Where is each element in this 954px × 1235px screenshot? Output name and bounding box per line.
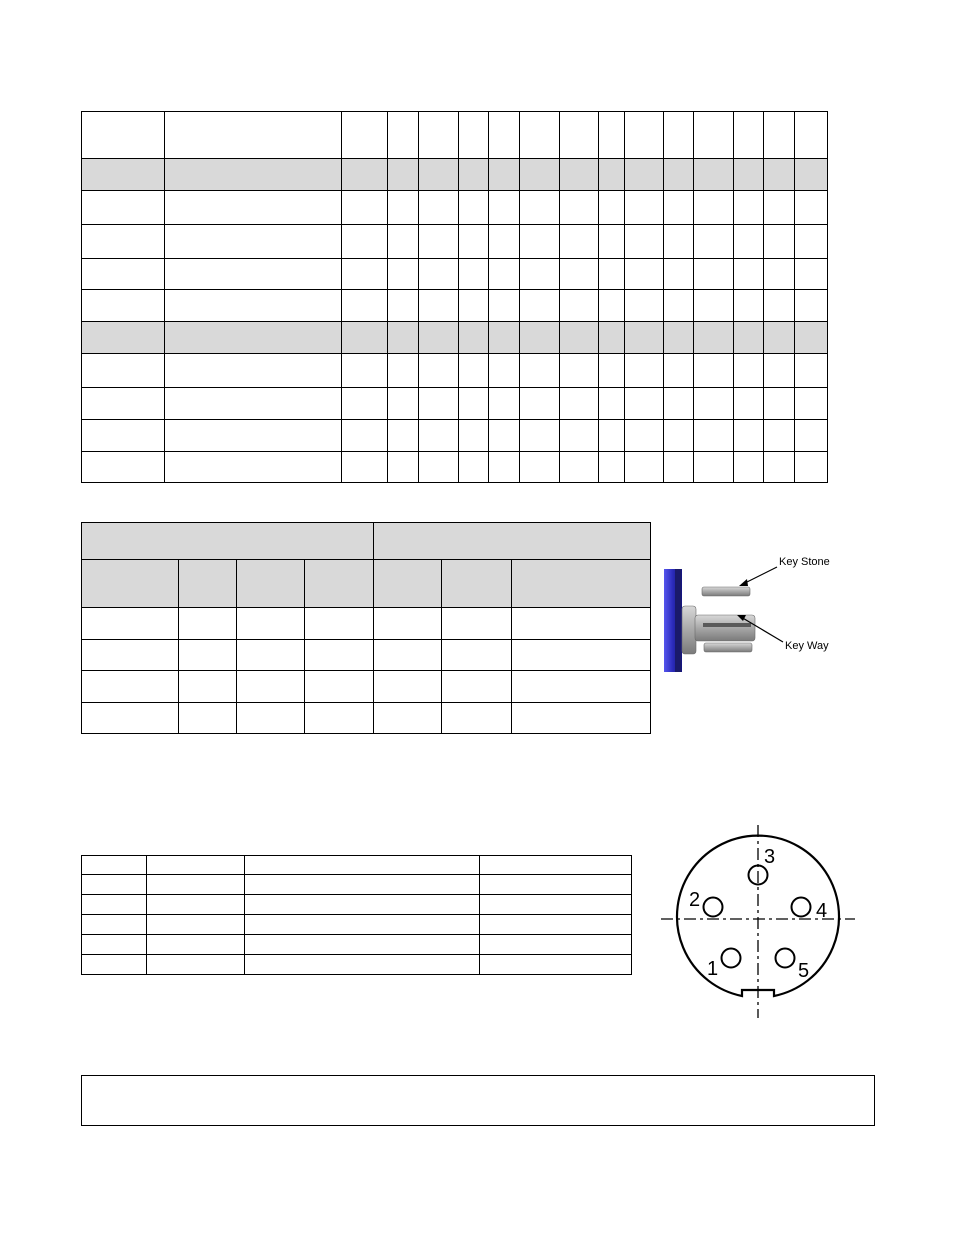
table-group-header-row <box>82 523 651 560</box>
table-row <box>82 703 651 734</box>
label-key-way: Key Way <box>785 640 829 652</box>
pin-hole-2 <box>704 898 723 917</box>
pin-label-2: 2 <box>689 889 701 911</box>
table-header-row <box>82 856 632 875</box>
table-row <box>82 895 632 915</box>
spec-table-middle <box>81 522 651 734</box>
table-row <box>82 875 632 895</box>
note-box <box>81 1075 875 1126</box>
pin-hole-5 <box>776 949 795 968</box>
label-key-stone: Key Stone <box>779 556 830 568</box>
pin-label-4: 4 <box>816 900 828 922</box>
table-row <box>82 354 828 388</box>
table-row <box>82 915 632 935</box>
table-row <box>82 388 828 420</box>
table-header-row <box>82 112 828 159</box>
connector-flange <box>664 569 682 672</box>
table-row <box>82 191 828 225</box>
pin-label-3: 3 <box>764 846 776 868</box>
pin-hole-1 <box>722 949 741 968</box>
pin-hole-4 <box>792 898 811 917</box>
pin-label-1: 1 <box>707 958 719 980</box>
table-section-row <box>82 159 828 191</box>
table-section-row <box>82 322 828 354</box>
keyway-figure <box>655 545 855 680</box>
spec-table-top <box>81 111 828 483</box>
table-row <box>82 671 651 703</box>
table-row <box>82 935 632 955</box>
pin-label-5: 5 <box>798 960 810 982</box>
pin-table <box>81 855 632 975</box>
table-row <box>82 225 828 259</box>
table-header-row <box>82 560 651 608</box>
table-row <box>82 420 828 452</box>
table-row <box>82 955 632 975</box>
table-row <box>82 640 651 671</box>
table-row <box>82 608 651 640</box>
pin-holes <box>704 866 811 968</box>
table-row <box>82 452 828 483</box>
table-row <box>82 259 828 290</box>
table-row <box>82 290 828 322</box>
pin-connector-diagram <box>655 822 860 1022</box>
